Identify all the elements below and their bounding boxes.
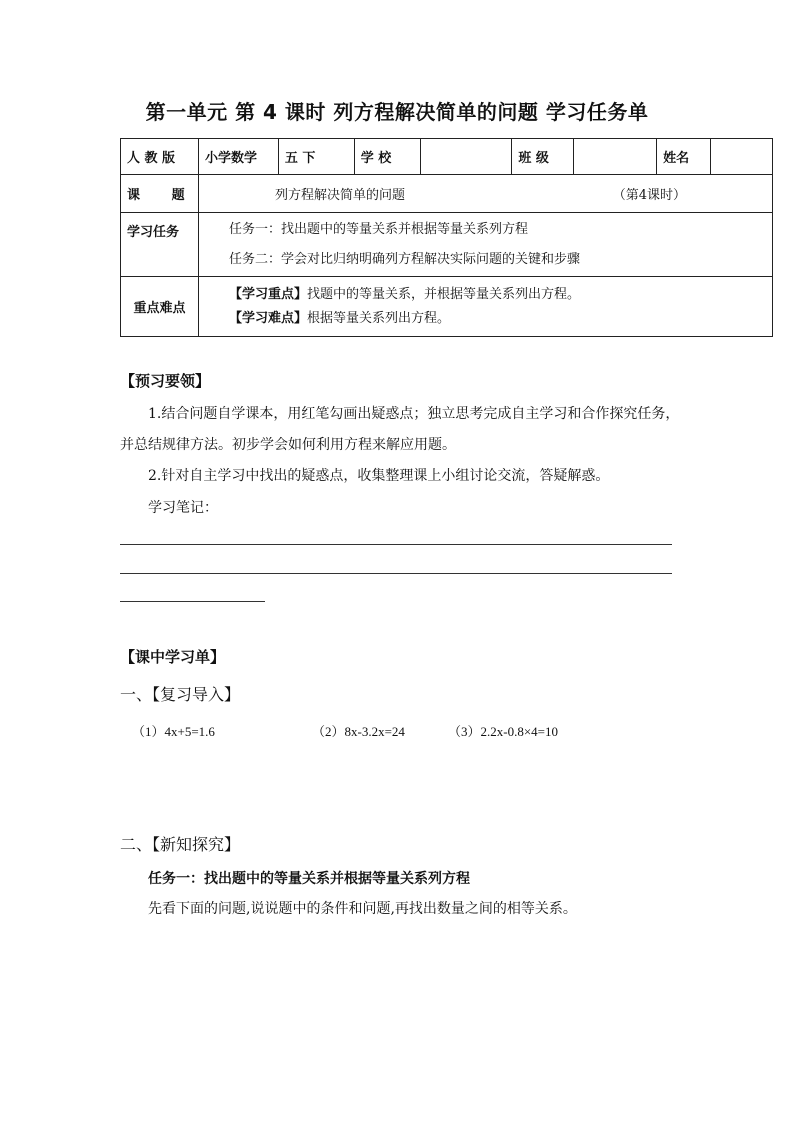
key-point [199,283,772,307]
note-line[interactable] [120,544,672,545]
name-label: 姓名 [657,139,711,175]
info-table [120,138,773,337]
tasks-label: 学习任务 [121,213,199,277]
key-point-tag: 【学习重点】 [228,286,307,302]
explore-heading: 二、【新知探究】 [120,835,241,854]
key-point-tag: 【学习难点】 [228,310,307,326]
topic-label: 课 题 [121,175,199,213]
equation-2: （2）8x-3.2x=24 [312,724,405,739]
task1-text: 先看下面的问题,说说题中的条件和问题,再找出数量之间的相等关系。 [148,901,577,917]
topic-cell [198,175,772,213]
name-field[interactable] [711,139,773,175]
equation-1: （1）4x+5=1.6 [132,724,215,739]
class-field[interactable] [574,139,657,175]
preview-item-2: 2.针对自主学习中找出的疑惑点，收集整理课上小组讨论交流，答疑解惑。 [148,468,610,484]
preview-heading: 【预习要领】 [120,372,211,390]
key-point [199,307,772,331]
page-title: 第一单元 第 4 课时 列方程解决简单的问题 学习任务单 [145,100,649,124]
note-line[interactable] [120,573,672,574]
equation-3: （3）2.2x-0.8×4=10 [448,724,558,739]
tasks-cell [198,213,772,277]
key-label: 重点难点 [121,277,199,337]
note-line[interactable] [120,601,265,602]
notes-label: 学习笔记： [148,500,218,516]
topic-session: （第4课时） [612,188,686,203]
edition-label: 人 教 版 [121,139,199,175]
task-item: 任务一：找出题中的等量关系并根据等量关系列方程 [228,221,528,237]
task-item: 任务二：学会对比归纳明确列方程解决实际问题的关键和步骤 [228,251,580,267]
class-sheet-heading: 【课中学习单】 [120,648,226,666]
class-label: 班 级 [512,139,574,175]
topic-value: 列方程解决简单的问题 [274,188,405,203]
school-label: 学 校 [354,139,420,175]
subject-value: 小学数学 [198,139,278,175]
school-field[interactable] [420,139,512,175]
review-heading: 一、【复习导入】 [120,685,241,704]
key-cell [198,277,772,337]
grade-value: 五 下 [278,139,354,175]
preview-item-1: 1.结合问题自学课本，用红笔勾画出疑惑点；独立思考完成自主学习和合作探究任务，并总结规律方法。初步学会如何利用方程来解应用题。 [120,406,680,453]
key-point-text: 根据等量关系列出方程。 [306,310,450,326]
task1-title: 任务一：找出题中的等量关系并根据等量关系列方程 [148,871,470,887]
key-point-text: 找题中的等量关系，并根据等量关系列出方程。 [306,286,580,302]
